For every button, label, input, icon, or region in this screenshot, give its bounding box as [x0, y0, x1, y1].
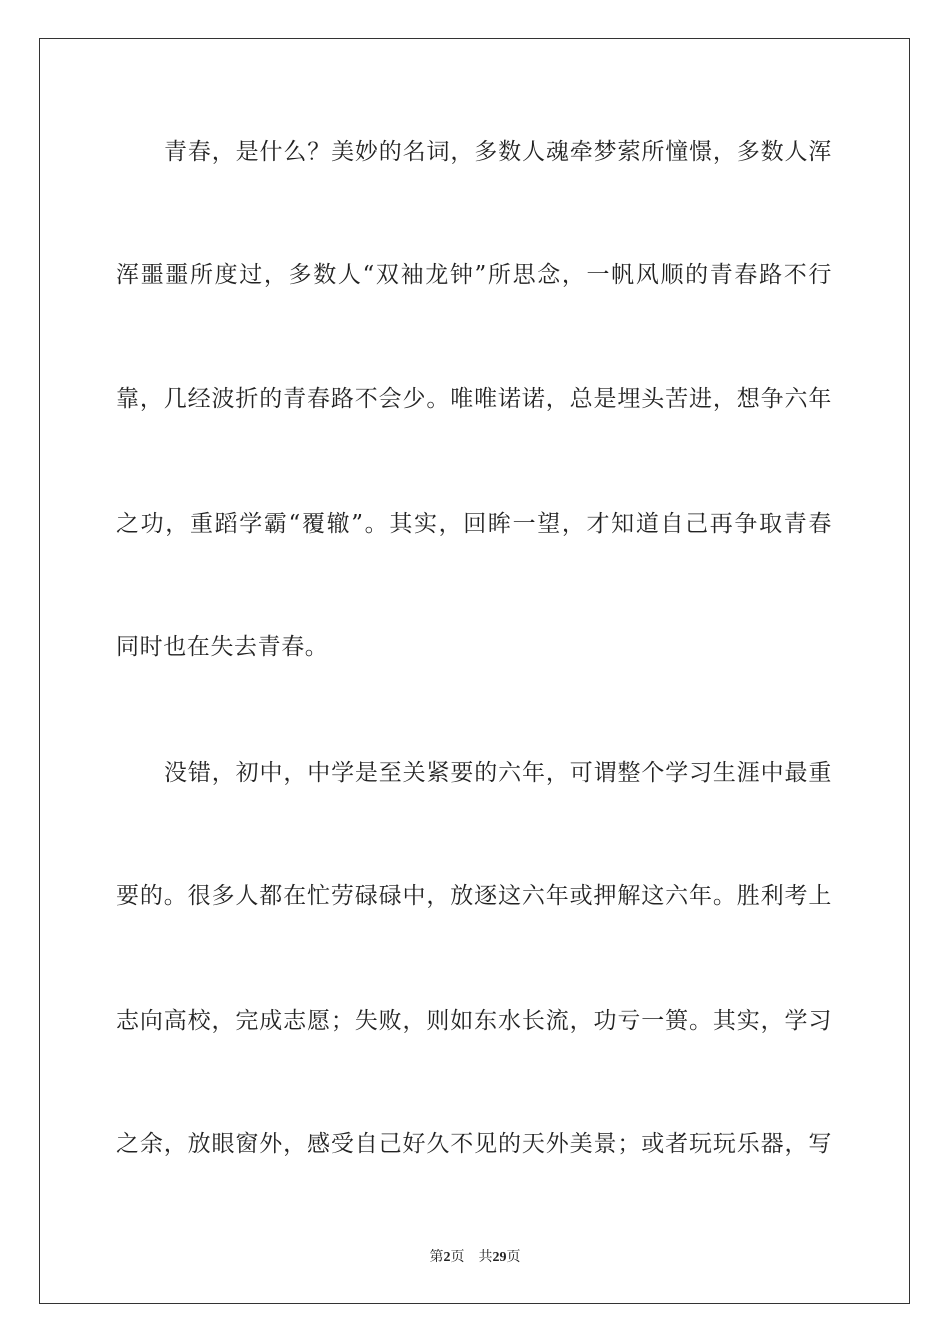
page-number: 2 [443, 1250, 451, 1265]
total-pages: 29 [492, 1250, 507, 1265]
paragraph-2-line-4: 之余，放眼窗外，感受自己好久不见的天外美景；或者玩玩乐器，写 [116, 1131, 832, 1157]
total-prefix: 共 [478, 1249, 493, 1265]
page-footer [0, 1248, 950, 1267]
paragraph-2-line-3: 志向高校，完成志愿；失败，则如东水长流，功亏一篑。其实，学习 [116, 1008, 832, 1034]
page-suffix: 页 [450, 1249, 465, 1265]
paragraph-2-line-2: 要的。很多人都在忙劳碌碌中，放逐这六年或押解这六年。胜利考上 [116, 883, 832, 909]
paragraph-1-line-4: 之功，重蹈学霸“覆辙”。其实，回眸一望，才知道自己再争取青春 [116, 511, 832, 537]
page-border [39, 38, 910, 1304]
total-suffix: 页 [506, 1249, 521, 1265]
paragraph-1-line-2: 浑噩噩所度过，多数人“双袖龙钟”所思念，一帆风顺的青春路不行 [116, 262, 832, 288]
paragraph-1-line-1: 青春，是什么？美妙的名词，多数人魂牵梦萦所憧憬，多数人浑 [164, 139, 832, 165]
paragraph-2-line-1: 没错，初中，中学是至关紧要的六年，可谓整个学习生涯中最重 [164, 760, 832, 786]
paragraph-1-line-5: 同时也在失去青春。 [116, 634, 329, 660]
page-prefix: 第 [429, 1249, 444, 1265]
paragraph-1-line-3: 靠，几经波折的青春路不会少。唯唯诺诺，总是埋头苦进，想争六年 [116, 386, 832, 412]
